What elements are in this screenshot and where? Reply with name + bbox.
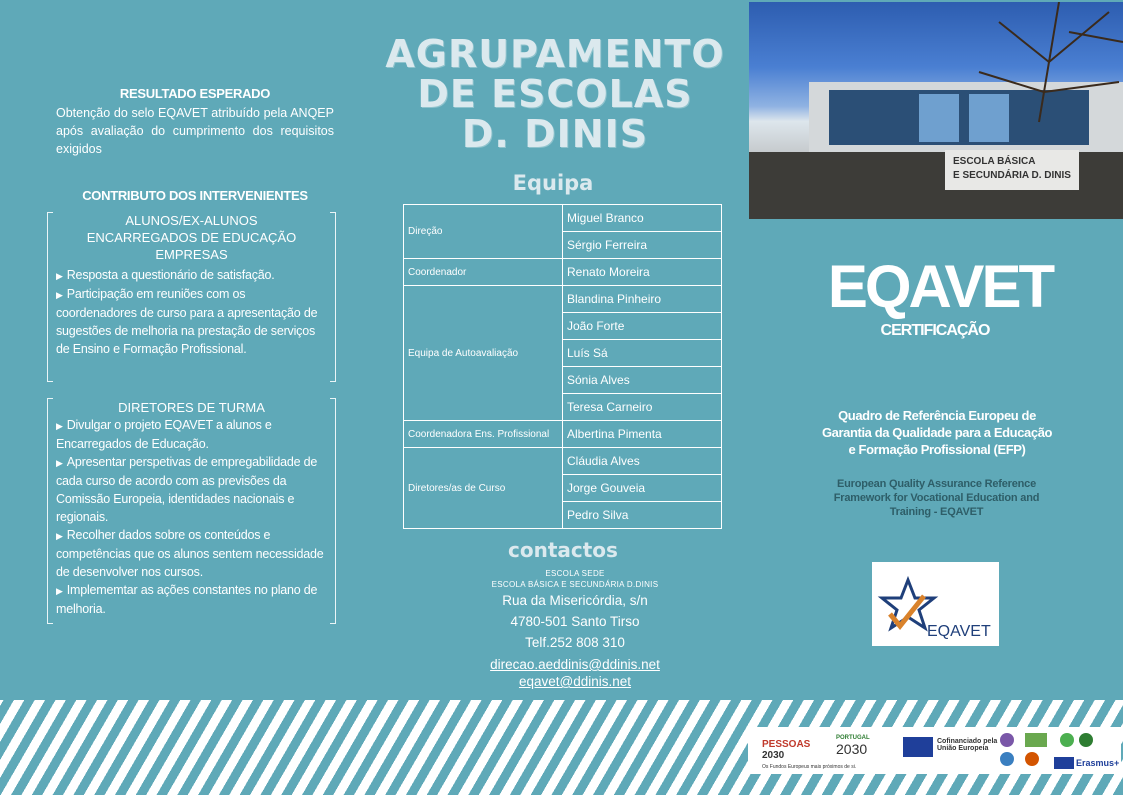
team-role: Direção [404, 205, 563, 259]
contactos-title: contactos [508, 538, 618, 562]
list-item: ▶ Recolher dados sobre os conteúdos e competências que os alunos sentem necessidade de desenvolver nos cursos. [56, 528, 324, 579]
equipa-title: Equipa [512, 171, 594, 195]
codigo-postal: 4780-501 Santo Tirso [510, 614, 640, 629]
bullet-triangle-icon: ▶ [56, 290, 63, 300]
pessoas-2030-logo: PESSOAS 2030 [762, 739, 811, 761]
team-member: Cláudia Alves [563, 448, 722, 475]
eu-flag-icon [903, 737, 933, 757]
table-row [404, 448, 722, 475]
quadro-en: European Quality Assurance Reference Framework for Vocational Education and Training - EQAVET [833, 478, 1040, 518]
school-photo [749, 2, 1123, 219]
team-role: Coordenadora Ens. Profissional [404, 421, 563, 448]
resultado-title: RESULTADO ESPERADO [119, 86, 271, 101]
morada: Rua da Misericórdia, s/n [502, 593, 648, 608]
partner-logo-1 [1000, 733, 1014, 747]
portugal-2030-logo: PORTUGAL 2030 [836, 735, 870, 757]
partner-logo-4 [1025, 752, 1039, 766]
partner-logo-3 [1025, 733, 1047, 747]
table-row [404, 205, 722, 232]
escola-nome: ESCOLA BÁSICA E SECUNDÁRIA D.DINIS [491, 580, 659, 589]
contact-block [440, 568, 710, 690]
box-alunos-title-1: ALUNOS/EX-ALUNOS [125, 213, 258, 228]
team-member: Pedro Silva [563, 502, 722, 529]
team-member: Teresa Carneiro [563, 394, 722, 421]
team-table [403, 204, 722, 529]
team-member: João Forte [563, 313, 722, 340]
list-item: ▶ Divulgar o projeto EQAVET a alunos e Encarregados de Educação. [56, 418, 272, 451]
list-item: ▶ Apresentar perspetivas de empregabilidade de cada curso de acordo com as previsões da Comissão Europeia, identidades nacionais e regionais. [56, 455, 318, 524]
list-item: ▶ Resposta a questionário de satisfação. [56, 268, 275, 282]
photo-sign-line-1: ESCOLA BÁSICA [953, 156, 1036, 167]
bullet-triangle-icon: ▶ [56, 421, 63, 431]
team-member: Sónia Alves [563, 367, 722, 394]
table-row [404, 286, 722, 313]
certificacao-label: CERTIFICAÇÃO [880, 322, 990, 339]
list-item: ▶ Implememtar as ações constantes no plano de melhoria. [56, 583, 318, 616]
escola-sede-label: ESCOLA SEDE [545, 569, 605, 578]
box-diretores-title: DIRETORES DE TURMA [118, 400, 265, 415]
eqavet-logo-text: EQAVET [927, 623, 991, 640]
team-member: Jorge Gouveia [563, 475, 722, 502]
photo-sign-line-2: E SECUNDÁRIA D. DINIS [953, 170, 1071, 181]
team-member: Sérgio Ferreira [563, 232, 722, 259]
partner-logo-6 [1079, 733, 1093, 747]
table-row [404, 259, 722, 286]
bullet-triangle-icon: ▶ [56, 586, 63, 596]
partner-logo-2 [1000, 752, 1014, 766]
team-member: Blandina Pinheiro [563, 286, 722, 313]
team-role: Diretores/as de Curso [404, 448, 563, 529]
funding-logos [748, 727, 1121, 774]
erasmus-logo: Erasmus+ [1076, 758, 1120, 768]
team-role: Equipa de Autoavaliação [404, 286, 563, 421]
telefone: Telf.252 808 310 [525, 635, 625, 650]
eqavet-star-icon [872, 562, 999, 646]
email-link-eqavet[interactable]: eqavet@ddinis.net [518, 674, 632, 689]
resultado-text: Obtenção do selo EQAVET atribuído pela ANQEP após avaliação do cumprimento dos requisitos exigidos [56, 106, 334, 156]
team-member: Luís Sá [563, 340, 722, 367]
list-item: ▶ Participação em reuniões com os coordenadores de curso para a apresentação de sugestões de melhoria na prestação de serviços de Ensino e Formação Profissional. [56, 287, 318, 356]
team-member: Renato Moreira [563, 259, 722, 286]
table-row [404, 421, 722, 448]
partner-logo-5 [1060, 733, 1074, 747]
eqavet-logo [872, 562, 999, 646]
team-member: Miguel Branco [563, 205, 722, 232]
eqavet-heading: EQAVET [827, 253, 1053, 320]
bullet-triangle-icon: ▶ [56, 458, 63, 468]
team-member: Albertina Pimenta [563, 421, 722, 448]
email-link-direcao[interactable]: direcao.aeddinis@ddinis.net [490, 657, 660, 672]
box-alunos-title-3: EMPRESAS [155, 247, 228, 262]
eu-cofinanced-logo: Cofinanciado pela União Europeia [937, 738, 998, 752]
quadro-pt: Quadro de Referência Europeu de Garantia da Qualidade para a Educação e Formação Profissional (EFP) [821, 408, 1053, 457]
bullet-triangle-icon: ▶ [56, 271, 63, 281]
bullet-triangle-icon: ▶ [56, 531, 63, 541]
box-diretores [47, 398, 336, 624]
school-title: AGRUPAMENTO DE ESCOLAS D. DINIS [385, 32, 725, 156]
box-alunos-title-2: ENCARREGADOS DE EDUCAÇÃO [86, 230, 297, 245]
erasmus-flag-icon [1054, 757, 1074, 769]
team-role: Coordenador [404, 259, 563, 286]
contributo-title: CONTRIBUTO DOS INTERVENIENTES [82, 188, 308, 203]
funding-footnote: Os Fundos Europeus mais próximos de si. [762, 764, 857, 770]
building-image [749, 2, 1123, 219]
box-alunos [47, 212, 336, 382]
